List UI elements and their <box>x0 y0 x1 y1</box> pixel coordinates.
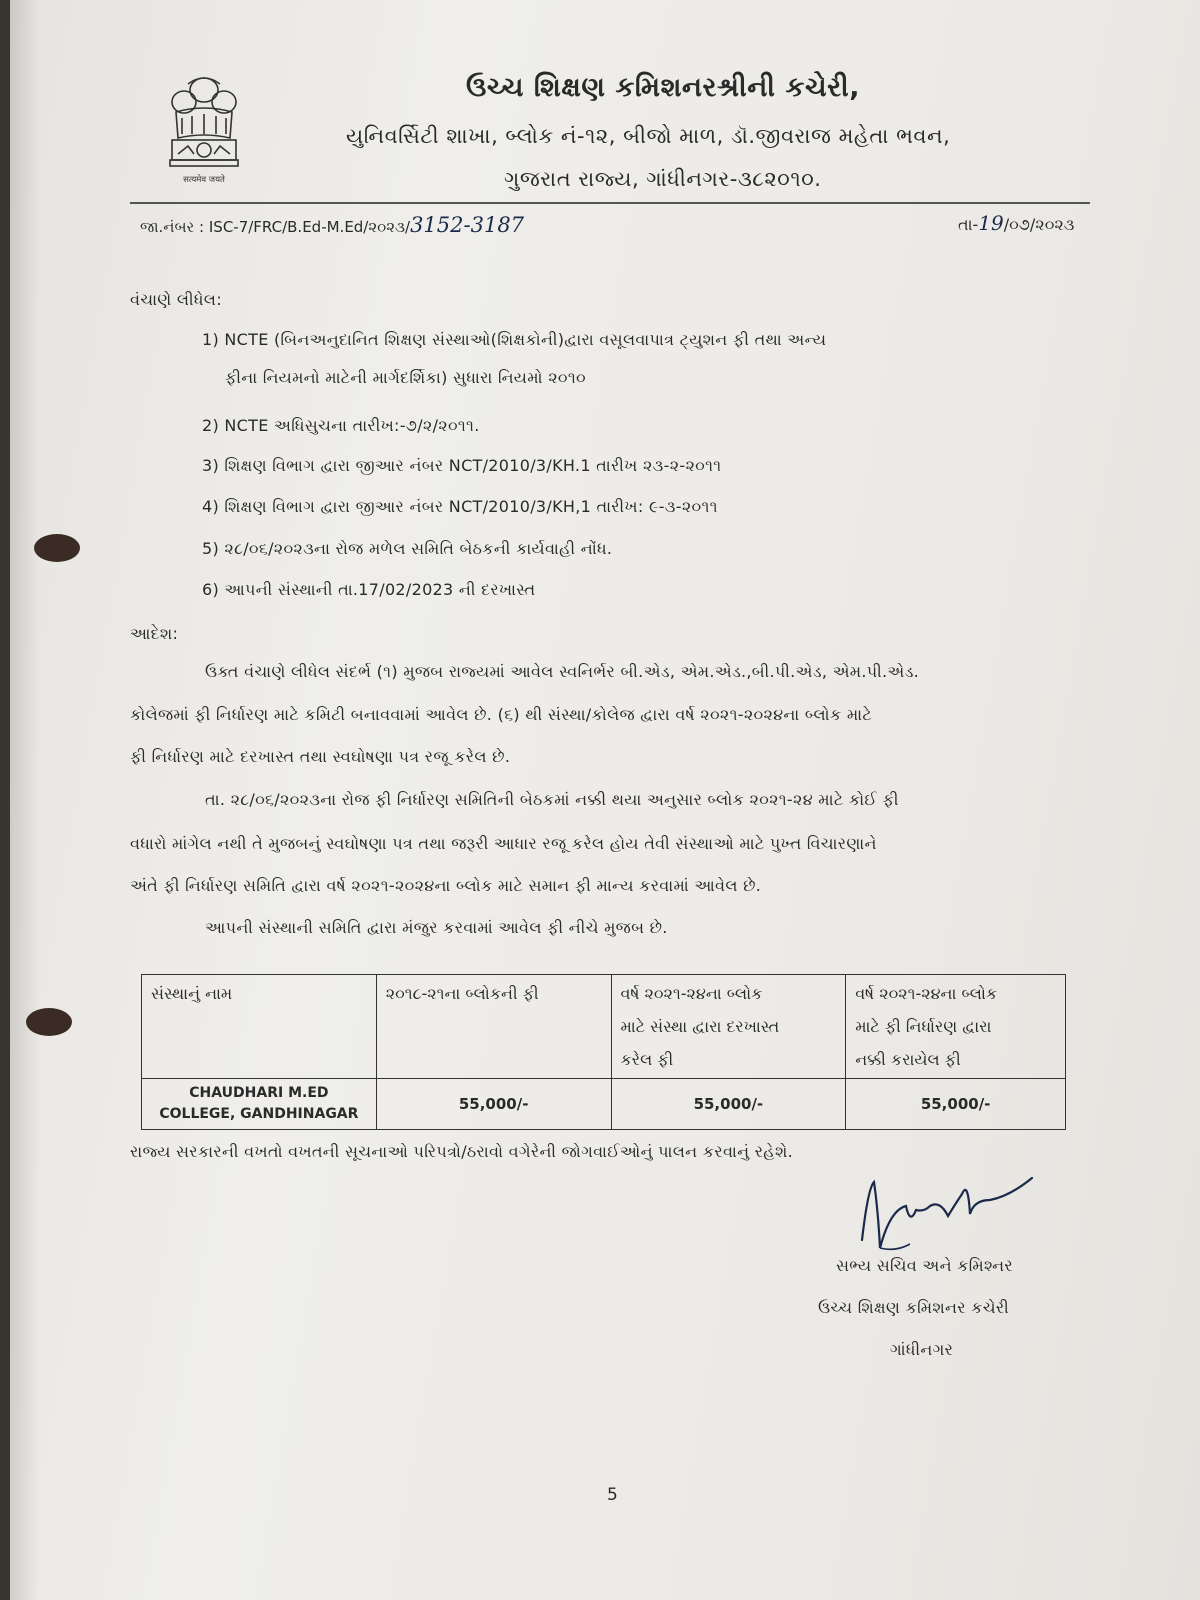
reference-item-6: 6) આપની સંસ્થાની તા.17/02/2023 ની દરખાસ્ત <box>202 580 536 599</box>
proposed-fee-cell: 55,000/- <box>611 1079 846 1130</box>
reference-item-3: 3) શિક્ષણ વિભાગ દ્વારા જીઆર નંબર NCT/2010/3/KH.1 તારીખ ૨૩-૨-૨૦૧૧ <box>202 456 722 475</box>
header-divider <box>130 202 1090 204</box>
office-address-line-2: ગુજરાત રાજ્ય, ગાંધીનગર-૩૮૨૦૧૦. <box>504 167 822 191</box>
reference-item-1: 1) NCTE (બિનઅનુદાનિત શિક્ષણ સંસ્થાઓ(શિક્ષકોની)દ્વારા વસૂલવાપાત્ર ટ્યુશન ફી તથા અન્ય <box>202 330 827 349</box>
office-title: ઉચ્ચ શિક્ષણ કમિશનરશ્રીની કચેરી, <box>466 72 861 103</box>
order-paragraph-line: વધારો માંગેલ નથી તે મુજબનું સ્વઘોષણા પત્ર તથા જરૂરી આધાર રજૂ કરેલ હોય તેવી સંસ્થાઓ માટે પુખ્ત વિચારણાને <box>130 834 877 853</box>
page-edge-shadow <box>10 0 40 1600</box>
order-paragraph-line: તા. ૨૮/૦૬/૨૦૨૩ના રોજ ફી નિર્ધારણ સમિતિની બેઠકમાં નક્કી થયા અનુસાર બ્લોક ૨૦૨૧-૨૪ માટે કોઈ ફી <box>205 790 899 809</box>
read-heading: વંચાણે લીધેલ: <box>130 290 222 309</box>
order-paragraph-line: અંતે ફી નિર્ધારણ સમિતિ દ્વારા વર્ષ ૨૦૨૧-૨૦૨૪ના બ્લોક માટે સમાન ફી માન્ય કરવામાં આવેલ છે. <box>130 876 762 895</box>
date-suffix: /૦૭/૨૦૨૩ <box>1003 215 1075 234</box>
reference-number <box>140 213 524 237</box>
fee-2018-21-cell: 55,000/- <box>376 1079 611 1130</box>
handwritten-day: 19 <box>978 211 1004 235</box>
date-prefix: તા- <box>958 215 979 234</box>
fee-table-header-row <box>142 975 1066 1079</box>
punch-hole <box>26 1008 72 1036</box>
reference-item-2: 2) NCTE અધિસુચના તારીખ:-૭/૨/૨૦૧૧. <box>202 416 480 435</box>
signatory-city: ગાંધીનગર <box>890 1340 954 1359</box>
header-fee-2018-21: ૨૦૧૮-૨૧ના બ્લોકની ફી <box>376 975 611 1079</box>
signatory-designation: સભ્ય સચિવ અને કમિશ્નર <box>836 1256 1013 1275</box>
reference-item-4: 4) શિક્ષણ વિભાગ દ્વારા જીઆર નંબર NCT/2010/3/KH,1 તારીખ: ૯-૩-૨૦૧૧ <box>202 497 718 516</box>
header-institute-name: સંસ્થાનું નામ <box>142 975 377 1079</box>
national-emblem-icon <box>158 68 250 196</box>
order-paragraph-line: ઉક્ત વંચાણે લીધેલ સંદર્ભ (૧) મુજબ રાજ્યમાં આવેલ સ્વનિર્ભર બી.એડ, એમ.એડ.,બી.પી.એડ, એમ.પી.એડ. <box>205 662 920 681</box>
order-heading: આદેશ: <box>130 624 179 643</box>
order-paragraph-line: ફી નિર્ધારણ માટે દરખાસ્ત તથા સ્વઘોષણા પત્ર રજૂ કરેલ છે. <box>130 747 511 766</box>
page-number: 5 <box>607 1485 618 1505</box>
handwritten-reference-number: 3152-3187 <box>410 213 525 237</box>
document-page <box>10 0 1200 1600</box>
table-row <box>142 1079 1066 1130</box>
signatory-office: ઉચ્ચ શિક્ષણ કમિશનર કચેરી <box>818 1298 1010 1317</box>
letter-date <box>958 211 1074 235</box>
order-paragraph-line: આપની સંસ્થાની સમિતિ દ્વારા મંજુર કરવામાં આવેલ ફી નીચે મુજબ છે. <box>205 918 668 937</box>
reference-item-5: 5) ૨૮/૦૬/૨૦૨૩ના રોજ મળેલ સમિતિ બેઠકની કાર્યવાહી નોંધ. <box>202 539 613 558</box>
office-address-line-1: યુનિવર્સિટી શાખા, બ્લોક નં-૧૨, બીજો માળ, ડૉ.જીવરાજ મહેતા ભવન, <box>346 124 951 148</box>
order-paragraph-line: કોલેજમાં ફી નિર્ધારણ માટે કમિટી બનાવવામાં આવેલ છે. (૬) થી સંસ્થા/કોલેજ દ્વારા વર્ષ ૨૦૨૧-૨૦૨૪ના બ્લોક માટે <box>130 705 872 724</box>
compliance-note: રાજ્ય સરકારની વખતો વખતની સૂચનાઓ પરિપત્રો/ઠરાવો વગેરેની જોગવાઈઓનું પાલન કરવાનું રહેશે. <box>130 1142 794 1161</box>
reference-prefix: જા.નંબર : ISC-7/FRC/B.Ed-M.Ed/૨૦૨૩/ <box>140 218 411 236</box>
reference-item-1-continued: ફીના નિયમનો માટેની માર્ગદર્શિકા) સુધારા નિયમો ૨૦૧૦ <box>225 368 586 387</box>
punch-hole <box>34 534 80 562</box>
emblem-motto: सत्यमेव जयते <box>183 175 225 185</box>
approved-fee-cell: 55,000/- <box>846 1079 1066 1130</box>
emblem-graphic <box>158 68 250 196</box>
fee-table <box>141 974 1066 1130</box>
institute-name-cell: CHAUDHARI M.ED COLLEGE, GANDHINAGAR <box>142 1079 377 1130</box>
header-proposed-fee: વર્ષ ૨૦૨૧-૨૪ના બ્લોક માટે સંસ્થા દ્વારા દરખાસ્ત કરેલ ફી <box>611 975 846 1079</box>
header-approved-fee: વર્ષ ૨૦૨૧-૨૪ના બ્લોક માટે ફી નિર્ધારણ દ્વારા નક્કી કરાયેલ ફી <box>846 975 1066 1079</box>
